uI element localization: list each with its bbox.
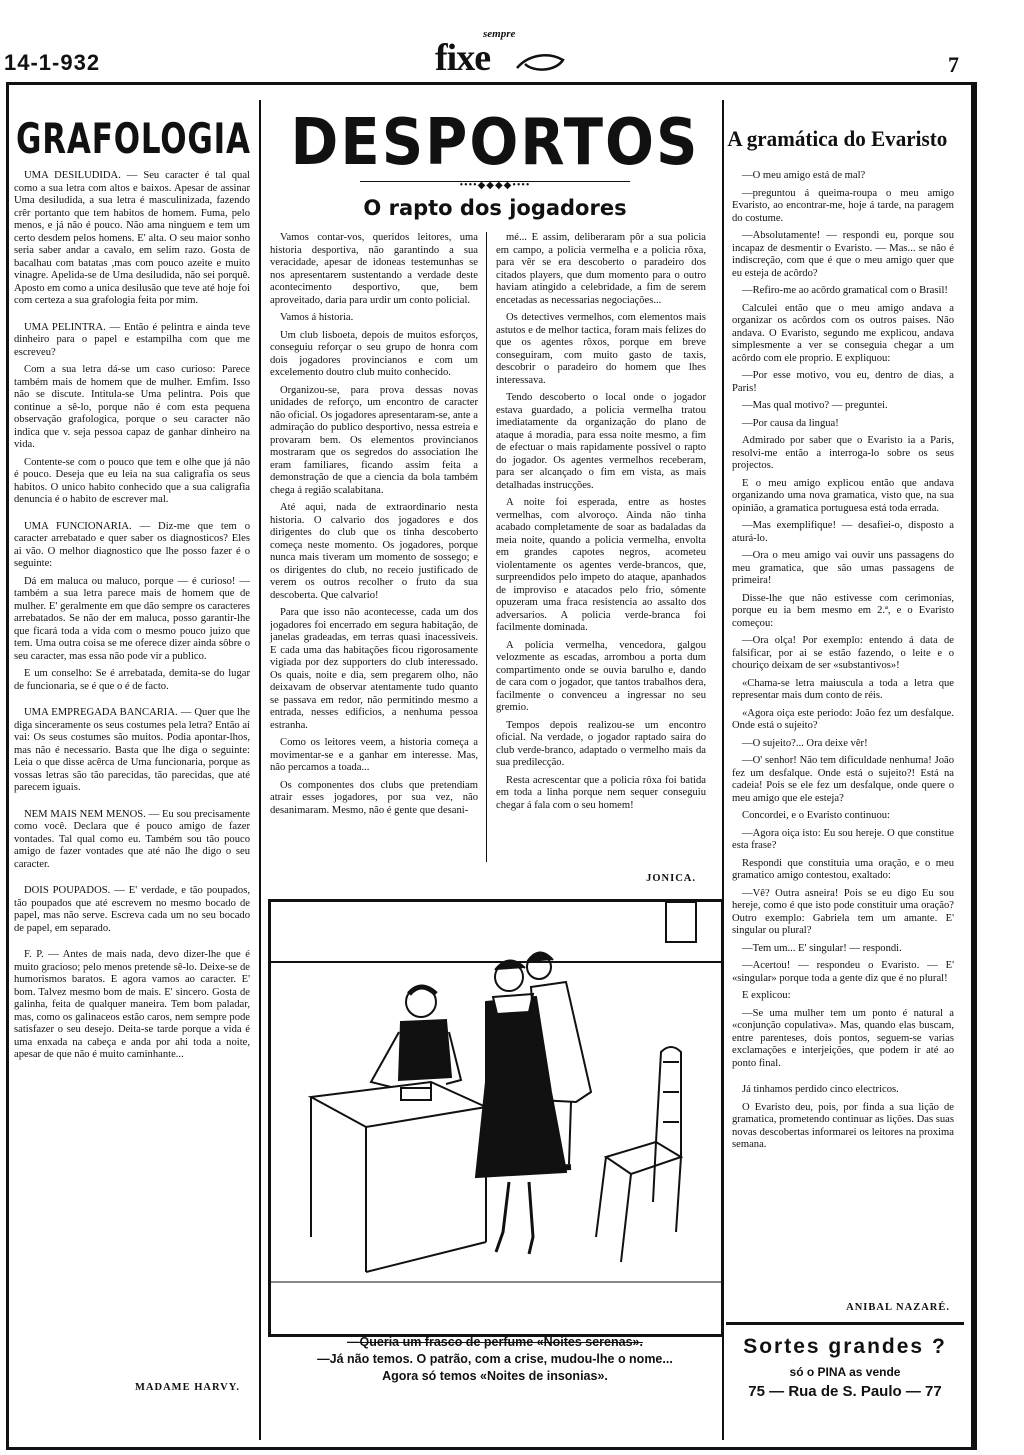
grafologia-paragraph: NEM MAIS NEM MENOS. — Eu sou precisamente como você. Declara que é pouco amigo de fazer vontades. Tal qual como eu. Também sou tão pouco amigo de fazer vontades que até não lhe digo o seu caracter. xyxy=(14,808,250,870)
gramatica-paragraph: Admirado por saber que o Evaristo ia a Paris, resolvi-me então a interroga-lo sobre os seus projectos. xyxy=(732,435,954,471)
cartoon-caption-line: Agora só temos «Noites de insonias». xyxy=(382,1369,608,1383)
gramatica-paragraph: Já tinhamos perdido cinco electricos. xyxy=(742,1084,899,1095)
desportos-paragraph: Os componentes dos clubs que pretendiam atrair esses jogadores, por sua vez, não desanimaram. Mesmo, não é gente que desani- xyxy=(270,779,478,816)
desportos-paragraph: Vamos contar-vos, queridos leitores, uma historia desportiva, não garantindo a sua veracidade, apesar de idoneas testemunhas se nos apresentarem sustentando a verdade deste acontecimento desportivo, que, bem aproveitado, daria para urdir um conto policial. xyxy=(270,232,478,306)
grafologia-paragraph: Dá em maluca ou maluco, porque — é curioso! — também a sua letra parece mais de homem que de mulher. E' geralmente em que dão sempre os caracteres arrebatados. Se não der em maluca, posso garantir-lhe que ficará toda a vida com o mesmo pouco juizo que tem. Uma outra coisa se me oferece dizer ainda sôbre o seu caracter, mas essa não pode vir a publico. xyxy=(14,575,250,662)
desportos-subtitle: O rapto dos jogadores xyxy=(363,196,627,220)
ad-tagline: só o PINA as vende xyxy=(789,1365,901,1379)
gramatica-paragraph: —Mas exemplifique! — desafiei-o, disposto a aturá-lo. xyxy=(732,520,954,544)
gramatica-paragraph: «Agora oiça este periodo: João fez um desfalque. Onde está o sujeito? xyxy=(732,707,954,731)
gramatica-paragraph: —Por causa da lingua! xyxy=(742,417,839,429)
gramatica-paragraph: —Ora olça! Por exemplo: entendo á data de falsificar, por ai se estão fazendo, o leite e o chouriço deixam de ser «substantivos»! xyxy=(732,635,954,671)
grafologia-title: GRAFOLOGIA xyxy=(16,114,251,163)
gramatica-paragraph: «Chama-se letra maiuscula a toda a letra que representar mais dum conto de réis. xyxy=(732,677,954,701)
desportos-paragraph: Tendo descoberto o local onde o jogador estava guardado, a policia vermelha tratou imediatamente da organização do plano de ataque á moradia, para essa noite mesmo, a fim de efectuar o mais rapidamente possivel o rapto do jogador. Os agentes vermelhos receberam, para ser alcançado o fim em vista, as mais detalhadas instrucções. xyxy=(496,392,706,491)
column-divider xyxy=(722,100,724,1440)
column-divider xyxy=(259,100,261,1440)
issue-date: 14-1-932 xyxy=(4,50,101,75)
gramatica-paragraph: Disse-lhe que não estivesse com cerimonias, porque eu ia bem mesmo em 2.ª, e o Evaristo começou: xyxy=(732,592,954,629)
gramatica-paragraph: Calculei então que o meu amigo andava a organizar os acôrdos com os outros paises. Não andava. O Evaristo, segundo me explicou, andava simplesmente a ver se conseguia chegar a um acôrdo com ele proprio. E expliquou: xyxy=(732,302,954,364)
desportos-column-1 xyxy=(270,232,478,872)
grafologia-signature: MADAME HARVY. xyxy=(135,1382,240,1393)
desportos-paragraph: mé... E assim, deliberaram pôr a sua policia em campo, a policia vermelha e a policia rôxa, para vêr se era descoberto o paradeiro dos citados players, que dum momento para o outro haviam atingido a celebridade, a fim de serem encetadas as necessarias negociações... xyxy=(496,232,706,306)
gramatica-signature: ANIBAL NAZARÉ. xyxy=(846,1302,950,1313)
gramatica-paragraph: —Refiro-me ao acôrdo gramatical com o Brasil! xyxy=(742,285,948,296)
desportos-column-2 xyxy=(496,232,706,852)
gramatica-paragraph: —Se uma mulher tem um ponto é natural a «conjunção copulativa». Mas, quando elas buscam, entre parenteses, dois pontos, seguem-se varias exclamações e interjeições, que podem ir até ao ponto final. xyxy=(732,1007,954,1069)
desportos-ornament: ••••◆◆◆◆•••• xyxy=(360,181,630,190)
gramatica-paragraph: O Evaristo deu, pois, por finda a sua lição de gramatica, prometendo continuar as lições. Das suas novas descobertas informarei os leitores na proxima semana. xyxy=(732,1101,954,1150)
gramatica-paragraph: —Ora o meu amigo vai ouvir uns passagens do meu gramatica, que são umas passagens de primeira! xyxy=(732,550,954,586)
masthead-logo-small: sempre xyxy=(483,28,516,40)
grafologia-paragraph: DOIS POUPADOS. — E' verdade, e tão poupados, tão poupados que até escrevem no mesmo bocado de papel, mas não serve. Escreva cada um no seu bocado de papel, em separado. xyxy=(14,885,250,934)
ad-address: 75 — Rua de S. Paulo — 77 xyxy=(748,1383,942,1400)
gramatica-paragraph: —preguntou á queima-roupa o meu amigo Evaristo, ao encontrar-me, hoje á tarde, na paragem do costume. xyxy=(732,187,954,224)
gramatica-paragraph: —O sujeito?... Ora deixe vêr! xyxy=(742,737,868,749)
gramatica-paragraph: —Tem um... E' singular! — respondi. xyxy=(742,942,902,954)
cartoon-drawing xyxy=(271,902,721,1334)
masthead-logo-text: fixe xyxy=(435,37,491,79)
desportos-paragraph: A policia vermelha, vencedora, galgou velozmente as escadas, arrombou a porta dum compartimento onde se ouvia barulho e, dando de cara com o jogador, que tantos trabalhos dera, facilmente o convenceu a ingressar no seu gremio. xyxy=(496,639,706,713)
gramatica-paragraph: —O' senhor! Não tem dificuldade nenhuma! João fez um desfalque. Onde está o sujeito?! Está na cadeia! Pois se ele fez um desfalque, onde quere o meu amigo que ele esteja? xyxy=(732,755,954,804)
cartoon-illustration xyxy=(268,899,724,1337)
ad-headline: Sortes grandes ? xyxy=(743,1335,947,1358)
gramatica-paragraph: —Agora oiça isto: Eu sou hereje. O que constitue esta frase? xyxy=(732,827,954,851)
page-number: 7 xyxy=(948,52,959,77)
desportos-paragraph: A noite foi esperada, entre as hostes vermelhas, com alvoroço. Ainda não tinha acabado completamente de soar as badaladas da meia noite, quando a policia vermelha, envolta em grandes capotes negros, acometeu violentamente os agentes verde-brancos, que, surpreendidos pelo impeto do ataque, apanhados de improviso e atacados pelo frio, sómente opuzeram uma fraca resistencia ao assalto dos adversarios. A policia verde-branca foi facilmente dominada. xyxy=(496,497,706,633)
gramatica-title: A gramática do Evaristo xyxy=(727,126,948,151)
grafologia-paragraph: Com a sua letra dá-se um caso curioso: Parece também mais de homem que de mulher. Emfim. Isso não se discute. Intitula-se Uma pelintra. Pois que continue a sê-lo, porque não é com esta pequena observação grafologica, porque o seu caracter não indica que v. seja pessoa capaz de ganhar dinheiro na vida. xyxy=(14,364,250,450)
grafologia-paragraph: UMA FUNCIONARIA. — Diz-me que tem o caracter arrebatado e quer saber os diagnosticos? Eles ai vão. O melhor diagnostico que lhe posso fazer é o seguinte: xyxy=(14,520,250,569)
grafologia-paragraph: UMA EMPREGADA BANCARIA. — Quer que lhe diga sinceramente os seus costumes pela letra? Então aí vai: Os seus costumes são muitos. Podia apontar-lhos, mas não é necessario. Basta que lhe diga o seguinte: Leia o que disse acêrca de Uma funcionaria, porque as vossas letras são tão parecidas, tão parecidas, que até parecem iguais. xyxy=(14,707,250,793)
gramatica-column xyxy=(732,170,954,1300)
gramatica-paragraph: —Absolutamente! — respondi eu, porque sou incapaz de desmentir o Evaristo. — Mas... se não é indiscreção, com que é que o meu amigo quer que eu esteja de acôrdo? xyxy=(732,230,954,279)
gramatica-paragraph: E o meu amigo explicou então que andava organizando uma nova gramatica, visto que, na sua opinião, a gramatica portuguesa está toda errada. xyxy=(732,477,954,514)
gramatica-paragraph: —Acertou! — respondeu o Evaristo. — E' «singular» porque toda a gente diz que é no plural! xyxy=(732,960,954,984)
cartoon-caption-line: —Queria um frasco de perfume «Noites serenas». xyxy=(347,1335,643,1349)
grafologia-paragraph: UMA DESILUDIDA. — Seu caracter é tal qual como a sua letra com altos e baixos. Apesar de assinar Uma desiludida, a sua letra é masculinizada, fazendo crêr portanto que tem habitos de homem. Fuma, pelo menos, e já não é pouco. Não ama ninguem e tem um certo desdem pelos homens. E' alta. O seu maior sonho seria saber andar a cavalo, em selim razo. Gosta de bacalhau com batatas ,mas com pouco azeite e muito vinagre. Apelida-se de Uma desiludida, não sei porquê. Aposto em como a unica desilusão que teve até hoje foi com certeza a sua grafologia feita por mim. xyxy=(14,170,250,306)
gramatica-paragraph: —Por esse motivo, vou eu, dentro de dias, a Paris! xyxy=(732,370,954,394)
masthead-logo xyxy=(425,28,565,79)
grafologia-paragraph: UMA PELINTRA. — Então é pelintra e ainda teve dinheiro para o papel e estampilha com que me escreveu? xyxy=(14,321,250,358)
grafologia-column xyxy=(14,170,250,1380)
desportos-paragraph: Como os leitores veem, a historia começa a movimentar-se e a ganhar em interesse. Mas, não percamos a toada... xyxy=(270,737,478,773)
desportos-paragraph: Os detectives vermelhos, com elementos mais astutos e de melhor tactica, foram mais felizes do que os agentes rôxos, porque em breve conseguiram, com muito gasto de taxis, descobrir o paradeiro do homem que lhes interessava. xyxy=(496,312,706,386)
desportos-title: DESPORTOS xyxy=(290,106,700,180)
gramatica-paragraph: Respondi que constituia uma oração, e o meu gramatico amigo contestou, exaltado: xyxy=(732,857,954,881)
cartoon-captions xyxy=(270,1334,720,1385)
desportos-signature: JONICA. xyxy=(646,873,696,884)
column-divider xyxy=(486,232,487,862)
desportos-paragraph: Vamos á historia. xyxy=(280,312,354,323)
gramatica-paragraph: —Vê? Outra asneira! Pois se eu digo Eu sou hereje, como é que isto pode constituir uma oração? Outro exemplo: Gabriela tem um amante. E' singular ou plural? xyxy=(732,887,954,936)
pina-advertisement xyxy=(726,1322,964,1443)
desportos-paragraph: Até aqui, nada de extraordinario nesta historia. O calvario dos jogadores e dos dirigentes do club que os tinha descoberto começa neste momento. Os jogadores, porque nunca mais tiveram um momento de sossego; e os dirigentes do club, no receio justificado de verem os outros recolher o fruto da sua descoberta. Que calvario! xyxy=(270,502,478,601)
grafologia-paragraph: Contente-se com o pouco que tem e olhe que já não é pouco. Deseja que eu leia na sua caligrafia os seus habitos. O unico habito conhecido que a sua caligrafia denuncia é o habito de escrever mal. xyxy=(14,456,250,505)
desportos-paragraph: Organizou-se, para prova dessas novas unidades de reforço, um encontro de caracter não oficial. Os jogadores apresentaram-se, ante a admiração do publico desportivo, nessa estreia e provaram bem. Os elementos provincianos mostraram que os segredos do association lhe eram familiares, ficando assim feita a demonstração de que a ciencia da bola também chega á região scalabitana. xyxy=(270,384,478,496)
masthead-swash xyxy=(515,50,567,74)
gramatica-paragraph: Concordei, e o Evaristo continuou: xyxy=(742,810,890,821)
gramatica-paragraph: E explicou: xyxy=(742,990,791,1001)
desportos-paragraph: Para que isso não acontecesse, cada um dos jogadores foi encerrado em segura habitação, de janelas gradeadas, em terras quasi inacessiveis. E cada uma das habitações ficou rigorosamente vigiada por dez supporters do club interessado. Os quais, noite e dia, sem pregarem olho, não deixavam de observar atentamente tudo quanto se passava em redor, não permitindo mesmo a entrada, nesses edificios, a nenhuma pessoa estranha. xyxy=(270,607,478,731)
cartoon-caption-line: —Já não temos. O patrão, com a crise, mudou-lhe o nome... xyxy=(317,1352,673,1366)
desportos-paragraph: Tempos depois realizou-se um encontro oficial. Na verdade, o jogador raptado saira do club verde-branco, adaptado o vermelho mais da sua predilecção. xyxy=(496,719,706,768)
gramatica-paragraph: —Mas qual motivo? — preguntei. xyxy=(742,400,888,411)
desportos-paragraph: Um club lisboeta, depois de muitos esforços, conseguiu reforçar o seu grupo de honra com dois jogadores provincianos e com um excelemento doutro club muito conhecido. xyxy=(270,329,478,378)
gramatica-paragraph: —O meu amigo está de mal? xyxy=(742,170,866,181)
grafologia-paragraph: E um conselho: Se é arrebatada, demita-se do lugar de funcionaria, se é que o é de facto. xyxy=(14,668,250,692)
grafologia-paragraph: F. P. — Antes de mais nada, devo dizer-lhe que é muito gracioso; pelo menos pretende sê-lo. Deixe-se de humorismos baratos. E agora vamos ao caracter. E' bom. Talvez mesmo bom de mais. E' sincero. Gosta de galinha, feita de qualquer maneira. Tem bom paladar, mas, como os galinaceos estão caros, nem sempre pode satisfazer o seu desejo. Deita-se tarde porque a vida é uma enxada na cabeça e anda por ahi toda a noite, apesar de que não é muito caminhante... xyxy=(14,949,250,1060)
desportos-paragraph: Resta acrescentar que a policia rôxa foi batida em toda a linha porque nem sequer conseguiu chegar á fala com o seu homem! xyxy=(496,774,706,811)
